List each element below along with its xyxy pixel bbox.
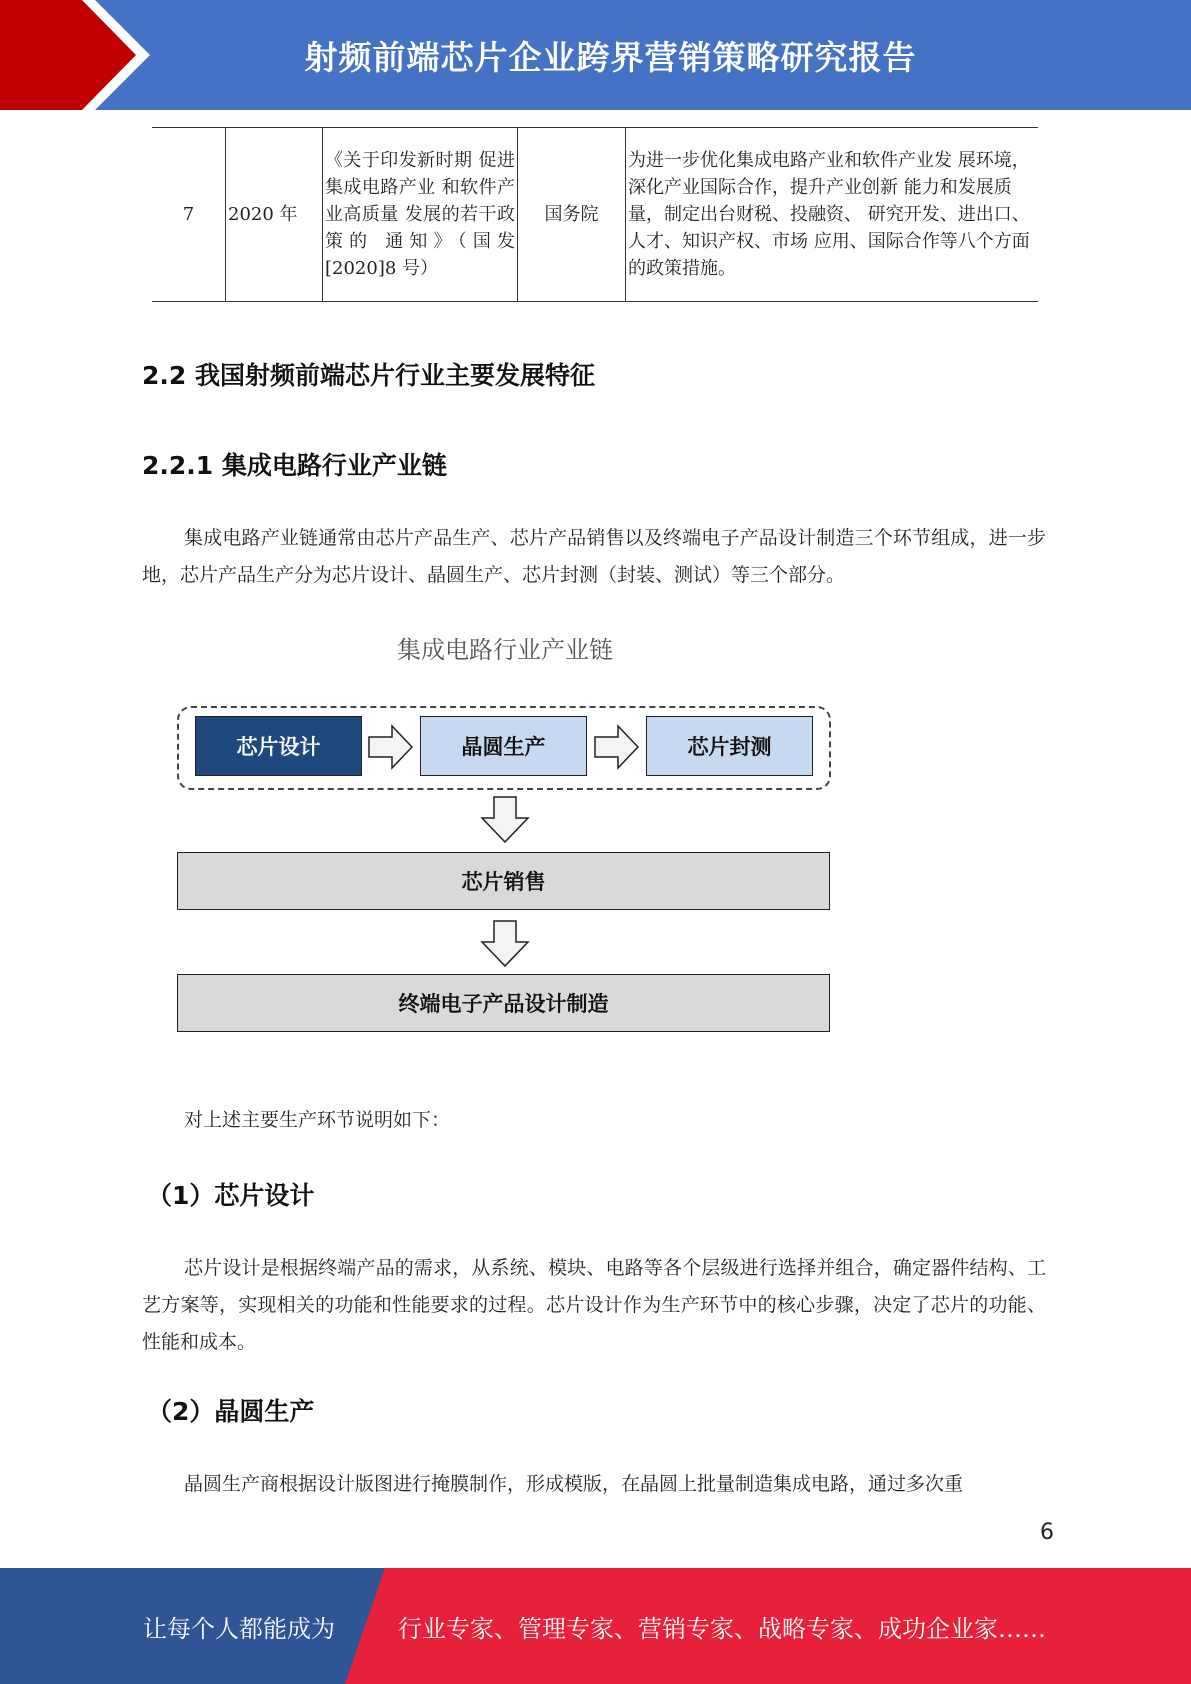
paragraph-chip-design: 芯片设计是根据终端产品的需求，从系统、模块、电路等各个层级进行选择并组合，确定器件结构、工艺方案等，实现相关的功能和性能要求的过程。芯片设计作为生产环节中的核心步骤，决定了芯片的功能、性能和成本。 <box>142 1257 1046 1353</box>
section-heading-2-2: 2.2 我国射频前端芯片行业主要发展特征 <box>142 361 595 390</box>
arrow-down-icon <box>480 920 530 968</box>
paragraph-industry-chain: 集成电路产业链通常由芯片产品生产、芯片产品销售以及终端电子产品设计制造三个环节组成，进一步地，芯片产品生产分为芯片设计、晶圆生产、芯片封测（封装、测试）等三个部分。 <box>142 527 1046 586</box>
cell-year: 2020 年 <box>226 128 323 302</box>
cell-description: 为进一步优化集成电路产业和软件产业发 展环境，深化产业国际合作，提升产业创新 能力和发展质量，制定出台财税、投融资、 研究开发、进出口、人才、知识产权、市场 应用、国际合作等八个方面的政策措施。 <box>626 128 1039 302</box>
policy-table <box>152 127 1038 302</box>
paragraph-intro: 对上述主要生产环节说明如下： <box>184 1109 451 1131</box>
footer-slogan-right: 行业专家、管理专家、营销专家、战略专家、成功企业家…… <box>398 1614 1046 1643</box>
arrow-down-icon <box>480 796 530 844</box>
industry-chain-diagram <box>170 630 840 1050</box>
paragraph-wafer-production: 晶圆生产商根据设计版图进行掩膜制作，形成模版，在晶圆上批量制造集成电路，通过多次重 <box>184 1473 964 1495</box>
page-header <box>0 0 1191 110</box>
arrow-right-icon <box>368 724 414 770</box>
cell-policy-title: 《关于印发新时期 促进集成电路产业 和软件产业高质量 发展的若干政策的 通知》（国发[2020]8 号） <box>323 128 518 302</box>
cell-issuing-org: 国务院 <box>518 128 626 302</box>
box-chip-sales: 芯片销售 <box>177 852 830 910</box>
box-terminal-manufacturing: 终端电子产品设计制造 <box>177 974 830 1032</box>
footer-slogan-left: 让每个人都能成为 <box>143 1614 335 1643</box>
subheading-chip-design: （1）芯片设计 <box>147 1181 315 1210</box>
page-footer <box>0 1568 1191 1684</box>
subheading-wafer-production: （2）晶圆生产 <box>147 1397 315 1426</box>
section-heading-2-2-1: 2.2.1 集成电路行业产业链 <box>142 451 447 480</box>
page-number: 6 <box>1040 1520 1054 1545</box>
arrow-right-icon <box>594 724 640 770</box>
diagram-title: 集成电路行业产业链 <box>397 636 613 664</box>
cell-number: 7 <box>152 128 226 302</box>
header-chevron-decoration <box>0 0 150 110</box>
box-chip-design: 芯片设计 <box>195 716 362 776</box>
table-row <box>152 128 1038 302</box>
box-wafer-production: 晶圆生产 <box>420 716 587 776</box>
box-chip-testing: 芯片封测 <box>646 716 813 776</box>
header-title: 射频前端芯片企业跨界营销策略研究报告 <box>304 37 917 77</box>
